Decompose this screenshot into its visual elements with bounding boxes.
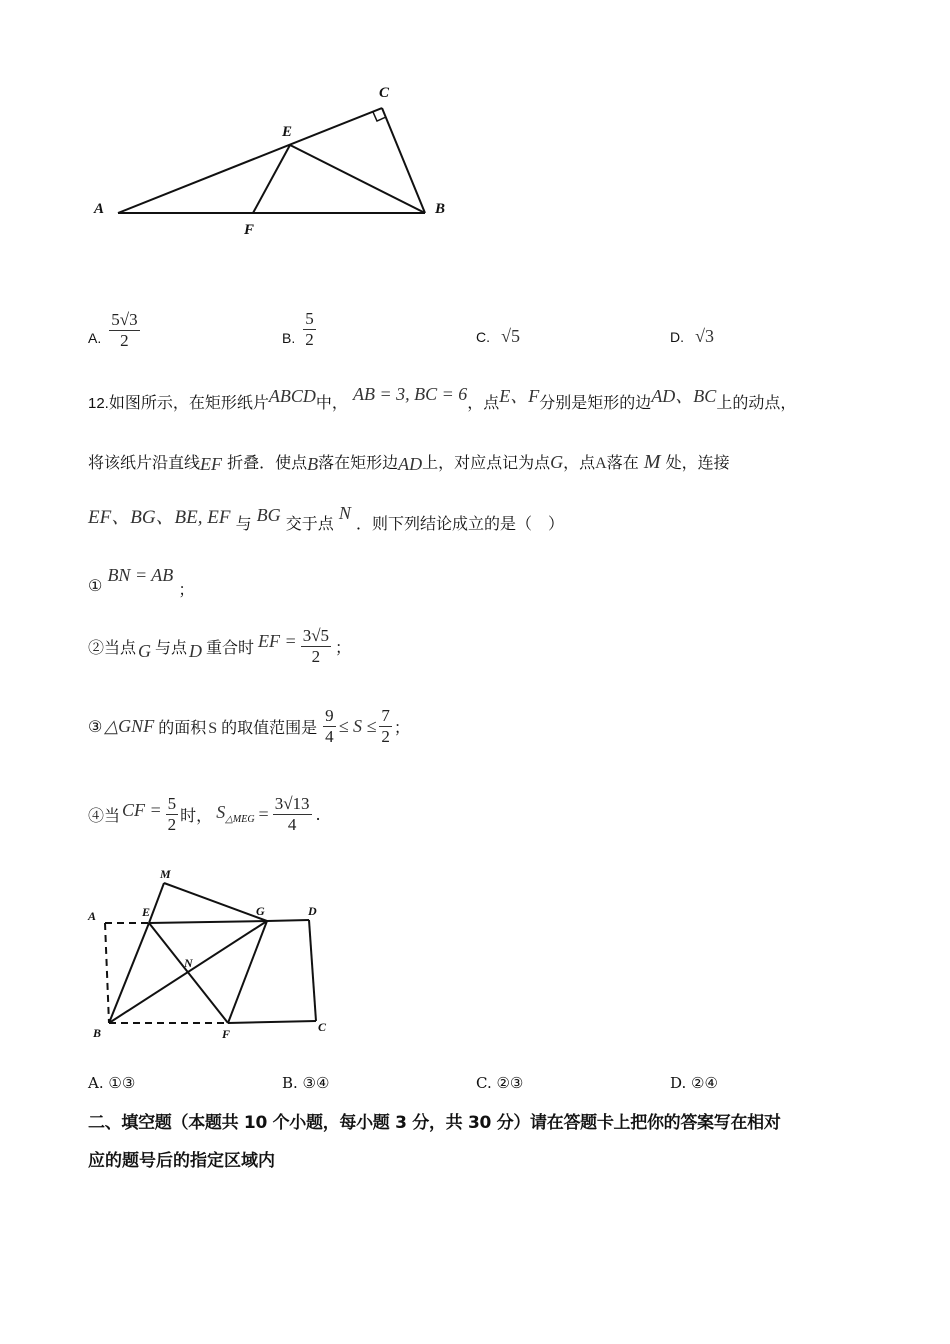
option-letter: A. bbox=[88, 330, 102, 346]
q12-line-2: 将该纸片沿直线EF 折叠．使点B落在矩形边AD上，对应点记为点G，点A落在 M 处，连接 bbox=[88, 451, 730, 474]
statement-4: ④当 CF = $\frac{5}{2}$ 时， S △MEG = $\frac{3√13}{4}$ . bbox=[88, 793, 321, 834]
label-e: E bbox=[142, 905, 151, 919]
segment-gd bbox=[267, 920, 309, 921]
segment-dc bbox=[309, 920, 316, 1021]
q12-option-b[interactable]: B. ③④ bbox=[282, 1074, 330, 1092]
label-n: N bbox=[184, 956, 193, 970]
question-number: 12. bbox=[88, 395, 109, 412]
q11-option-d[interactable] bbox=[670, 326, 714, 347]
label-c: C bbox=[318, 1020, 327, 1034]
option-letter: D. bbox=[670, 329, 684, 345]
segment-be bbox=[109, 923, 149, 1023]
segment-ef bbox=[253, 145, 290, 213]
label-b: B bbox=[93, 1026, 102, 1040]
fraction: $\frac{9}{4}$ bbox=[325, 705, 334, 746]
q12-option-a[interactable]: A. ①③ bbox=[88, 1074, 136, 1092]
option-value: √5 bbox=[501, 326, 520, 346]
segment-eb bbox=[290, 145, 425, 213]
statement-2: ②当点 G 与点 D 重合时 EF = $\frac{3√5}{2}$ ； bbox=[88, 625, 352, 666]
segment-gf bbox=[228, 921, 267, 1023]
fraction: $\frac{3√13}{4}$ bbox=[274, 793, 310, 834]
q12-option-d[interactable]: D. ②④ bbox=[670, 1074, 718, 1092]
label-e: E bbox=[282, 124, 293, 140]
q12-option-c[interactable]: C. ②③ bbox=[476, 1074, 524, 1092]
option-value: √3 bbox=[695, 326, 714, 346]
label-a: A bbox=[94, 201, 105, 217]
segment-cb bbox=[382, 108, 425, 213]
segment-fc bbox=[228, 1021, 316, 1023]
fraction: $\frac{7}{2}$ bbox=[381, 705, 390, 746]
statement-3: ③ △GNF 的面积 S 的取值范围是 $\frac{9}{4}$ ≤ S ≤ $\frac{7}{2}$ ； bbox=[88, 705, 410, 746]
dashed-left-ab bbox=[105, 923, 109, 1023]
label-f: F bbox=[244, 222, 255, 238]
triangle-figure bbox=[80, 70, 470, 250]
fraction: $\frac{5√3}{2}$ bbox=[111, 309, 138, 350]
option-letter: B. bbox=[282, 330, 296, 346]
segment-ac bbox=[118, 108, 382, 213]
fraction: $\frac{5}{2}$ bbox=[305, 308, 314, 349]
rectangle-fold-figure bbox=[80, 860, 350, 1045]
q11-option-b[interactable] bbox=[282, 306, 316, 352]
statement-1: ① BN = AB ； bbox=[88, 565, 195, 599]
segment-eg bbox=[149, 921, 267, 923]
segment-me bbox=[149, 883, 164, 923]
fraction: $\frac{5}{2}$ bbox=[167, 793, 177, 834]
label-b: B bbox=[435, 201, 446, 217]
label-d: D bbox=[308, 904, 317, 918]
label-c: C bbox=[379, 85, 390, 101]
label-a: A bbox=[88, 909, 97, 923]
segment-mg bbox=[164, 883, 267, 921]
q12-line-1: 12.如图所示，在矩形纸片ABCD中， AB = 3, BC = 6，点E、F分别是矩形的边AD、BC上的动点， bbox=[88, 384, 797, 412]
fraction: $\frac{3√5}{2}$ bbox=[302, 625, 330, 666]
q11-option-c[interactable] bbox=[476, 326, 520, 347]
option-letter: C. bbox=[476, 329, 490, 345]
section-heading-line-1: 二、填空题（本题共 10 个小题，每小题 3 分，共 30 分）请在答题卡上把你的答案写在相对 bbox=[88, 1113, 781, 1133]
label-m: M bbox=[160, 867, 171, 881]
label-f: F bbox=[222, 1027, 231, 1041]
label-g: G bbox=[256, 904, 265, 918]
q11-option-a[interactable] bbox=[88, 308, 140, 352]
q12-line-3: EF、BG、BE, EF 与 BG 交于点 N ．则下列结论成立的是（ ） bbox=[88, 503, 564, 533]
segment-ef bbox=[149, 923, 228, 1023]
section-heading-line-2: 应的题号后的指定区域内 bbox=[88, 1151, 275, 1171]
